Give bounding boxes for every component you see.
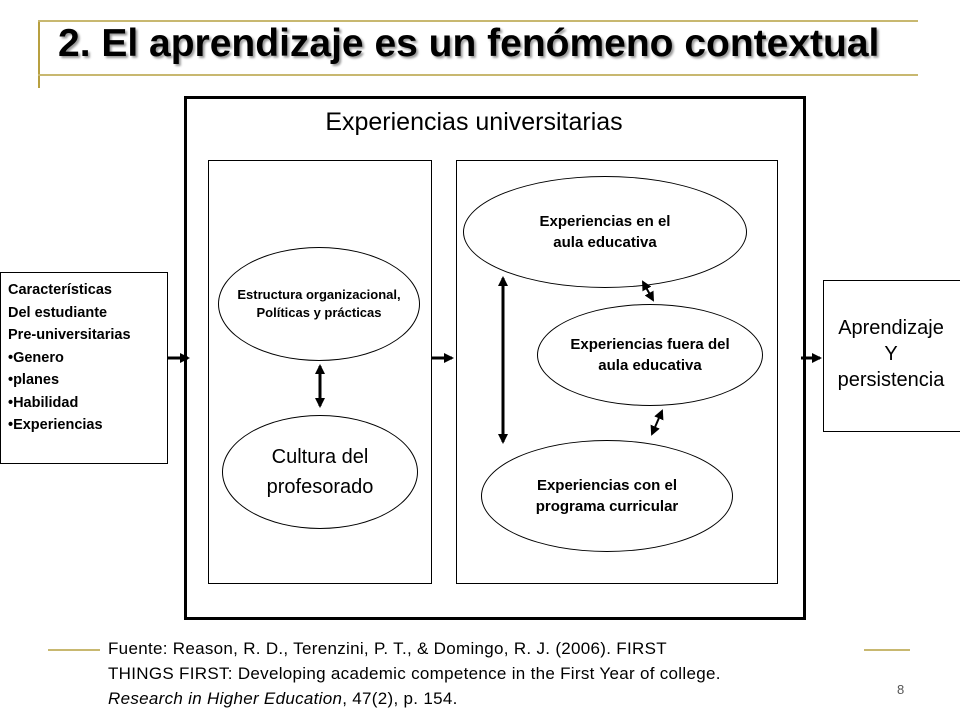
classroom-line2: aula educativa (553, 234, 657, 251)
footer-left-line (48, 649, 100, 651)
arrow-classroom-outside (643, 282, 653, 300)
outcome-line1: Aprendizaje (838, 317, 944, 339)
curricular-line1: Experiencias con el (536, 477, 678, 494)
curricular-line2: programa curricular (535, 498, 679, 515)
faculty-culture-line1: Cultura del (271, 446, 369, 468)
characteristics-bullet: •Experiencias (8, 417, 103, 433)
source-citation (108, 636, 878, 711)
university-experiences-label: Experiencias universitarias (325, 108, 623, 136)
outside-classroom-line2: aula educativa (598, 357, 702, 374)
citation-line2: THINGS FIRST: Developing academic competence in the First Year of college. (108, 664, 721, 683)
page-number: 8 (897, 682, 905, 697)
journal-name: Research in Higher Education (108, 689, 343, 708)
arrow-outside-curricular (652, 411, 662, 434)
characteristics-line: Pre-universitarias (8, 327, 131, 343)
outcome-line2: Y (884, 343, 898, 365)
citation-line3 (108, 686, 878, 711)
org-structure-line2: Políticas y prácticas (256, 305, 382, 320)
citation-line1: Fuente: Reason, R. D., Terenzini, P. T., & Domingo, R. J. (2006). FIRST (108, 639, 667, 658)
citation-volume: , 47(2), p. 154. (342, 689, 458, 708)
characteristics-bullet: •planes (8, 372, 60, 388)
characteristics-bullet: •Habilidad (8, 394, 79, 411)
outside-classroom-line1: Experiencias fuera del (570, 336, 730, 353)
slide-title: 2. El aprendizaje es un fenómeno contextual (58, 22, 880, 65)
faculty-culture-line2: profesorado (266, 476, 374, 498)
characteristics-bullet: •Genero (8, 349, 64, 366)
characteristics-line: Del estudiante (8, 304, 108, 321)
outcome-line3: persistencia (837, 369, 945, 391)
characteristics-line: Características (8, 282, 112, 298)
classroom-line1: Experiencias en el (539, 213, 671, 230)
org-structure-line1: Estructura organizacional, (237, 287, 401, 302)
